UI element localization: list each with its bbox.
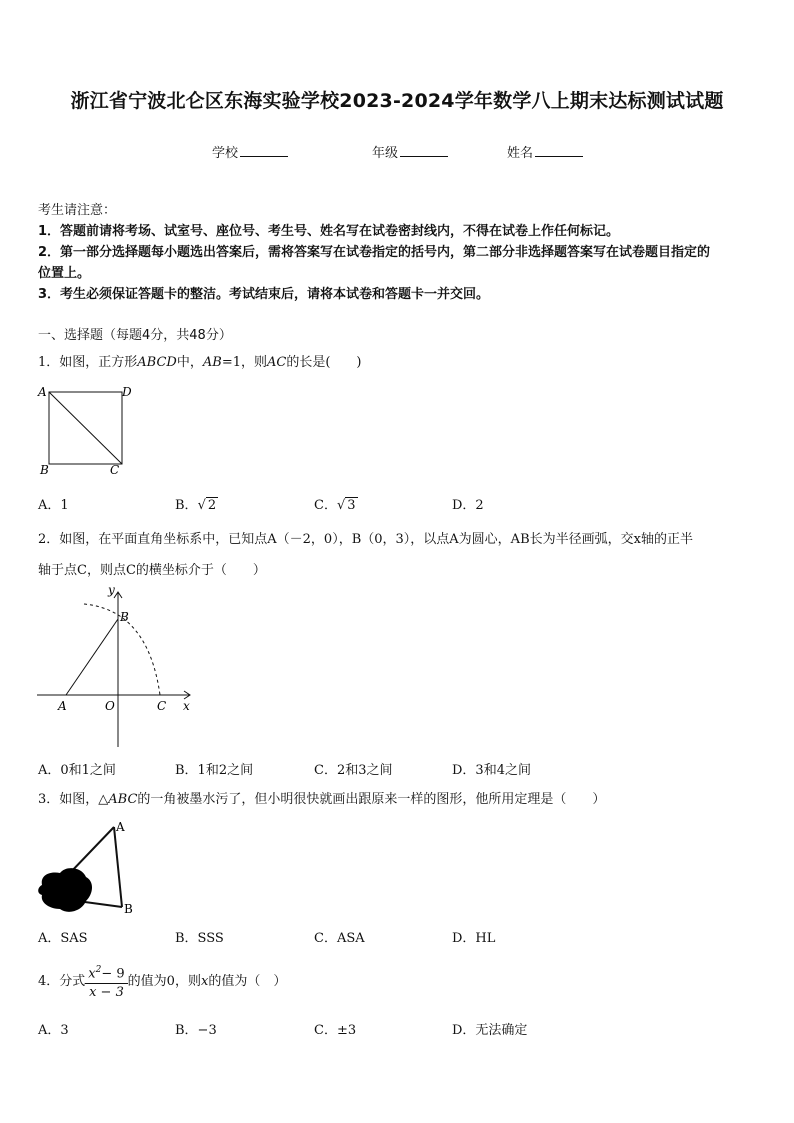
label-b: B [124,902,133,916]
q4-option-a[interactable]: A．3 [38,1023,69,1038]
notice-heading: 考生请注意： [38,203,117,218]
sqrt-icon: √ 3 [336,498,356,513]
q4-part-1: 4．分式 [38,974,86,990]
q4-option-b[interactable]: B．−3 [175,1023,217,1038]
q4-num-rest: − 9 [101,966,125,982]
q3-text [38,790,605,810]
q1-option-d[interactable]: D．2 [452,498,484,513]
school-blank[interactable] [240,144,288,157]
notice-item-1: 1．答题前请将考场、试室号、座位号、考生号、姓名写在试卷密封线内，不得在试卷上作任何标记。 [38,224,620,239]
q4-part-4: 的值为（ ） [208,974,287,990]
q3-option-c[interactable]: C．ASA [314,931,365,946]
q1-option-c-label: C． [314,498,337,513]
name-blank[interactable] [535,144,583,157]
q4-text [38,961,286,1002]
q2-option-d[interactable]: D．3和4之间 [452,763,531,778]
q2-coordinate-figure [30,582,200,752]
q1-part-3: =1，则 [221,355,267,370]
q3-option-d[interactable]: D．HL [452,931,496,946]
q2-option-a[interactable]: A．0和1之间 [38,763,116,778]
segment-ab [66,619,118,695]
q3-triangle-figure [30,815,150,920]
q3-option-b[interactable]: B．SSS [175,931,224,946]
label-a: A [38,385,47,399]
q3-part-1: 3．如图，△ [38,792,109,807]
grade-label: 年级 [372,146,399,161]
label-d: D [122,385,132,399]
label-a: A [58,699,67,713]
label-x: x [183,699,190,713]
q4-zero: 0 [166,974,175,990]
label-b: B [120,610,129,624]
notice-item-3: 3．考生必须保证答题卡的整洁。考试结束后，请将本试卷和答题卡一并交回。 [38,287,490,302]
q1-text [38,353,361,373]
q3-option-a[interactable]: A．SAS [38,931,88,946]
q4-option-d[interactable]: D．无法确定 [452,1023,528,1038]
name-field[interactable] [507,142,583,161]
q1-var-ab: AB [202,355,222,370]
section-heading: 一、选择题（每题4分，共48分） [38,328,232,343]
q1-part-4: 的长是( ) [286,355,362,370]
q3-var-abc: ABC [108,792,138,807]
q1-option-b-radicand: 2 [207,498,217,513]
q2-option-b[interactable]: B．1和2之间 [175,763,254,778]
notice-item-2: 2．第一部分选择题每小题选出答案后，需将答案写在试卷指定的括号内，第二部分非选择题答案写在试卷题目指定的 [38,245,711,260]
q1-option-c[interactable] [314,494,358,513]
notice-item-2-cont: 位置上。 [38,266,91,281]
page-title: 浙江省宁波北仑区东海实验学校2023-2024学年数学八上期末达标测试试题 [70,90,724,112]
q4-part-2: 的值为 [127,974,167,990]
q4-part-3: ，则 [174,974,201,990]
q1-option-c-radicand: 3 [347,498,356,513]
q1-part-1: 1．如图，正方形 [38,355,138,370]
ink-blot-icon [38,868,92,912]
name-label: 姓名 [507,146,534,161]
sqrt-icon: √ 2 [197,498,217,513]
q4-num-base: x [88,966,96,982]
side-ac-partial [68,827,114,875]
q1-option-b[interactable] [175,494,218,513]
q4-num-exp: 2 [95,965,102,975]
q3-part-2: 的一角被墨水污了，但小明很快就画出跟原来一样的图形，他所用定理是（ ） [137,792,606,807]
school-field[interactable] [212,142,288,161]
q1-var-ac: AC [266,355,287,370]
q4-option-c[interactable]: C．±3 [314,1023,357,1038]
q1-part-2: 中， [176,355,203,370]
side-ab [114,827,122,907]
grade-field[interactable] [372,142,448,161]
q2-line-2: 轴于点C，则点C的横坐标介于（ ） [38,563,266,578]
label-o: O [105,699,115,713]
q2-line-1: 2．如图，在平面直角坐标系中，已知点A（－2，0），B（0，3），以点A为圆心，AB长为半径画弧，交x轴的正半 [38,532,693,547]
q4-fraction [85,961,127,1002]
diagonal-ac [49,392,122,464]
grade-blank[interactable] [400,144,448,157]
label-a: A [116,820,125,834]
label-c: C [110,463,120,477]
q2-option-c[interactable]: C．2和3之间 [314,763,393,778]
q4-var-x: x [200,974,209,990]
label-c: C [157,699,167,713]
school-label: 学校 [212,146,239,161]
q1-var-abcd: ABCD [137,355,177,370]
label-y: y [108,583,115,597]
q4-numerator [85,961,127,984]
q1-square-figure [30,380,150,480]
label-b: B [40,463,49,477]
q1-option-a[interactable]: A．1 [38,498,69,513]
q4-denominator: x − 3 [89,985,124,1001]
q1-option-b-label: B． [175,498,198,513]
